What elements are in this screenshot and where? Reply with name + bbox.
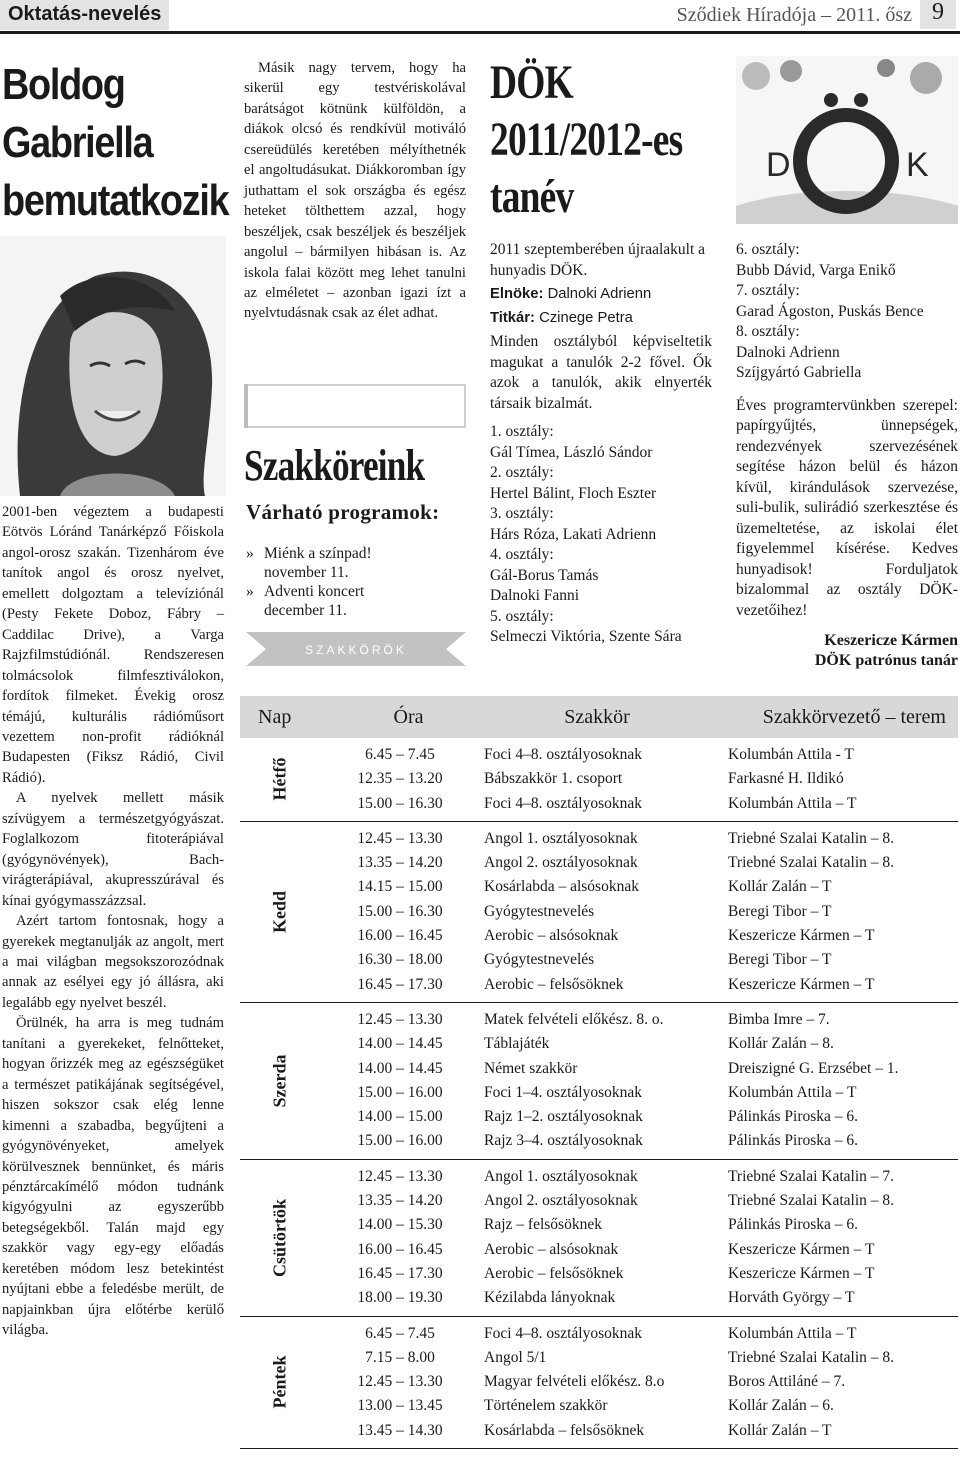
leader-cell: Pálinkás Piroska – 6. bbox=[728, 1108, 859, 1126]
leader-cell: Horváth György – T bbox=[728, 1289, 855, 1307]
leaders-column bbox=[728, 1165, 958, 1311]
day-label: Szerda bbox=[269, 1054, 290, 1108]
leader-cell: Triebné Szalai Katalin – 7. bbox=[728, 1167, 895, 1185]
table-body bbox=[240, 738, 958, 1449]
signature-role: DÖK patrónus tanár bbox=[814, 652, 958, 669]
time-cell: 14.00 – 15.00 bbox=[357, 1108, 443, 1126]
leader-cell: Boros Attiláné – 7. bbox=[728, 1373, 846, 1391]
time-cell: 14.00 – 15.30 bbox=[357, 1216, 443, 1234]
dok-title-line: 2011/2012-es bbox=[490, 113, 683, 166]
time-cell: 13.35 – 14.20 bbox=[357, 1192, 443, 1210]
leader-cell: Kolumbán Attila – T bbox=[728, 1083, 857, 1101]
class-grade: 1. osztály: bbox=[490, 423, 554, 440]
leader-cell: Dreiszigné G. Erzsébet – 1. bbox=[728, 1059, 899, 1077]
program-date: november 11. bbox=[264, 564, 349, 581]
clubs-column bbox=[480, 1322, 728, 1443]
table-header bbox=[240, 696, 958, 738]
leader-cell: Triebné Szalai Katalin – 8. bbox=[728, 854, 895, 872]
leader-cell: Beregi Tibor – T bbox=[728, 951, 832, 969]
clubs-column bbox=[480, 827, 728, 997]
portrait-illustration bbox=[0, 236, 226, 496]
club-cell: Angol 1. osztályosoknak bbox=[484, 829, 638, 847]
day-label: Hétfő bbox=[269, 757, 290, 801]
dok-title-line: DÖK bbox=[490, 56, 573, 109]
class-grade: 6. osztály: bbox=[736, 241, 800, 258]
header-club: Szakkör bbox=[564, 705, 630, 728]
club-cell: Matek felvételi előkész. 8. o. bbox=[484, 1010, 664, 1028]
dok-description: Minden osztályból képviseltetik magukat a tanulók 2-2 fővel. Ők azok a tanulók, akik elnyerték társaik bizalmát. bbox=[490, 333, 712, 412]
club-cell: Foci 4–8. osztályosoknak bbox=[484, 746, 642, 763]
class-grade: 4. osztály: bbox=[490, 546, 554, 563]
leader-cell: Triebné Szalai Katalin – 8. bbox=[728, 1192, 895, 1210]
class-names: Hárs Róza, Lakati Adrienn bbox=[490, 525, 657, 543]
header-time: Óra bbox=[393, 705, 424, 728]
article-continuation: Másik nagy tervem, hogy ha sikerül egy testvériskolával barátságot kötnünk külföldön, a diákok olcsó és rendkívül motiváló csereüdülés keretében mélyíthetnék el angoltudásukat. Diákkoromban így juthattam el sok országba és egész heteket tölthettem azzal, hogy beszéljek, csak beszéljek és beszéljek angolul – bármilyen hibásan is. Az iskola falai között meg lehet tanulni az elméletet – azonban igazi ízt a nyelvtudásnak csak az élet adhat. bbox=[244, 60, 466, 322]
club-cell: Angol 2. osztályosoknak bbox=[484, 854, 638, 872]
time-cell: 18.00 – 19.30 bbox=[357, 1289, 443, 1307]
time-cell: 14.00 – 14.45 bbox=[357, 1035, 443, 1053]
leaders-column bbox=[728, 827, 958, 997]
leader-cell: Kollár Zalán – 8. bbox=[728, 1035, 834, 1053]
dok-logo-graphic bbox=[736, 56, 958, 224]
leader-cell: Keszericze Kármen – T bbox=[728, 975, 875, 993]
article-paragraph: A nyelvek mellett másik szívügyem a természetgyógyászat. Foglalkozom fitoterápiával (gyógynövények), Bach-virágterápiával, akupresszúrával és kínai gyógymasszázzsal. bbox=[2, 790, 224, 909]
programs-heading: Várható programok: bbox=[246, 500, 440, 524]
leader-cell: Pálinkás Piroska – 6. bbox=[728, 1132, 859, 1150]
day-cell bbox=[240, 827, 320, 997]
leader-cell: Kolumbán Attila - T bbox=[728, 746, 854, 763]
leader-cell: Bimba Imre – 7. bbox=[728, 1010, 830, 1028]
club-cell: Bábszakkör 1. csoport bbox=[484, 770, 623, 788]
program-item bbox=[246, 582, 468, 620]
leader-cell: Kolumbán Attila – T bbox=[728, 1324, 857, 1342]
article-paragraph: Örülnék, ha arra is meg tudnám tanítani a gyerekeket, felnőtteket, hogyan őrizzék meg az egészségüket a természet patikájának segítségével, hiszen sokszor csak elég lenne kimenni a szabadba, begyűjteni a gyógynövényeket, amelyek körülvesznek bennünket, és máris pénztárcakímélő módon tudnánk kigyógyulni az egyszerűbb betegségekből. Talán majd egy szakkör vagy egy-egy előadás keretében módom lesz betekintést nyújtani ebbe a feledésbe merült, de napjainkban újra előtérbe kerülő világba. bbox=[2, 1015, 224, 1339]
time-cell: 12.45 – 13.30 bbox=[357, 1167, 443, 1185]
leader-cell: Kolumbán Attila – T bbox=[728, 794, 857, 812]
article-paragraph: Azért tartom fontosnak, hogy a gyerekek megtanulják az angolt, mert a mai világban megsokszorozódnak annak az esélyei egy jó állásra, aki legalább egy nyelvet beszél. bbox=[2, 913, 224, 1011]
time-cell: 6.45 – 7.45 bbox=[365, 1324, 435, 1342]
dok-info-continued bbox=[736, 240, 958, 671]
day-cell bbox=[240, 1165, 320, 1311]
time-cell: 14.00 – 14.45 bbox=[357, 1059, 443, 1077]
club-cell: Angol 5/1 bbox=[484, 1348, 547, 1366]
leader-cell: Pálinkás Piroska – 6. bbox=[728, 1216, 859, 1234]
time-cell: 12.35 – 13.20 bbox=[357, 770, 443, 788]
club-cell: Kosárlabda – felsősöknek bbox=[484, 1421, 645, 1439]
clubs-ribbon bbox=[246, 632, 466, 666]
day-group bbox=[240, 1317, 958, 1449]
time-cell: 16.00 – 16.45 bbox=[357, 1240, 443, 1258]
class-names: Dalnoki Adrienn bbox=[736, 343, 840, 361]
secretary-label: Titkár: bbox=[490, 309, 535, 326]
time-cell: 16.30 – 18.00 bbox=[357, 951, 443, 969]
day-group bbox=[240, 822, 958, 1003]
day-label: Péntek bbox=[269, 1355, 290, 1409]
club-cell: Magyar felvételi előkész. 8.o bbox=[484, 1373, 665, 1391]
president-name: Dalnoki Adrienn bbox=[547, 286, 652, 302]
class-names: Bubb Dávid, Varga Enikő bbox=[736, 261, 896, 279]
time-cell: 12.45 – 13.30 bbox=[357, 1010, 443, 1028]
class-names: Selmeczi Viktória, Szente Sára bbox=[490, 628, 682, 645]
clubs-column bbox=[480, 1165, 728, 1311]
club-cell: Foci 4–8. osztályosoknak bbox=[484, 1324, 642, 1342]
section-label: Oktatás-nevelés bbox=[0, 0, 169, 30]
class-rep-list bbox=[490, 422, 712, 648]
leader-cell: Kollár Zalán – T bbox=[728, 1421, 832, 1439]
article-title-line: Gabriella bbox=[2, 118, 153, 167]
page-number: 9 bbox=[920, 0, 956, 29]
day-cell bbox=[240, 1322, 320, 1443]
day-cell bbox=[240, 1008, 320, 1154]
club-cell: Történelem szakkör bbox=[484, 1397, 608, 1415]
club-cell: Kosárlabda – alsósoknak bbox=[484, 878, 639, 896]
logo-letter-d: D bbox=[766, 146, 791, 184]
leaders-column bbox=[728, 1322, 958, 1443]
time-cell: 16.45 – 17.30 bbox=[357, 975, 443, 993]
dok-secretary bbox=[490, 308, 712, 329]
time-cell: 16.45 – 17.30 bbox=[357, 1264, 443, 1282]
club-cell: Angol 2. osztályosoknak bbox=[484, 1192, 638, 1210]
club-cell: Táblajáték bbox=[484, 1035, 550, 1053]
time-cell: 15.00 – 16.00 bbox=[357, 1083, 443, 1101]
ribbon-graphic bbox=[246, 632, 466, 666]
day-cell bbox=[240, 743, 320, 816]
times-column bbox=[320, 1322, 480, 1443]
time-cell: 13.45 – 14.30 bbox=[357, 1421, 443, 1439]
program-name: Adventi koncert bbox=[264, 583, 365, 600]
class-names: Szíjgyártó Gabriella bbox=[736, 364, 862, 381]
time-cell: 13.00 – 13.45 bbox=[357, 1397, 443, 1415]
masthead: Sződiek Híradója – 2011. ősz bbox=[676, 4, 912, 26]
article-body bbox=[2, 502, 224, 1341]
portrait-photo bbox=[0, 236, 226, 496]
club-cell: Foci 1–4. osztályosoknak bbox=[484, 1083, 642, 1101]
article-title-line: Boldog bbox=[2, 60, 125, 109]
clubs-title: Szakköreink bbox=[244, 441, 425, 490]
class-names: Gál Tímea, László Sándor bbox=[490, 443, 653, 461]
signature bbox=[736, 631, 958, 671]
logo-letter-k: K bbox=[906, 146, 929, 184]
dok-logo bbox=[736, 56, 958, 224]
ribbon-label: SZAKKÖRÖK bbox=[305, 643, 407, 657]
clubs-column bbox=[480, 743, 728, 816]
time-cell: 6.45 – 7.45 bbox=[365, 746, 435, 763]
class-names: Hertel Bálint, Floch Eszter bbox=[490, 484, 657, 502]
program-list bbox=[246, 544, 468, 620]
secretary-name: Czinege Petra bbox=[539, 309, 633, 326]
times-column bbox=[320, 1165, 480, 1311]
class-rep-list bbox=[736, 240, 958, 384]
day-group bbox=[240, 1160, 958, 1317]
dok-program: Éves programtervünkben szerepel: papírgyűjtés, ünnepségek, rendezvények szervezésének segítése házon belül és házon kívül, kirándulások szervezése, suli-bulik, sulirádió szerkesztése és üzemeltetése, az iskolai élet figyelemmel kísérése. Kedves hunyadisok! Forduljatok bizalommal az osztály DÖK-vezetőihez! bbox=[736, 396, 958, 619]
class-names: Dalnoki Fanni bbox=[490, 587, 580, 604]
president-label: Elnöke: bbox=[490, 286, 544, 302]
time-cell: 15.00 – 16.30 bbox=[357, 902, 443, 920]
page-header bbox=[0, 0, 960, 34]
frame-graphic bbox=[244, 384, 466, 428]
class-grade: 8. osztály: bbox=[736, 323, 800, 340]
class-names: Garad Ágoston, Puskás Bence bbox=[736, 302, 924, 320]
dok-info bbox=[490, 240, 712, 648]
clubs-column bbox=[480, 1008, 728, 1154]
club-cell: Gyógytestnevelés bbox=[484, 951, 595, 969]
club-cell: Kézilabda lányoknak bbox=[484, 1289, 616, 1307]
times-column bbox=[320, 827, 480, 997]
times-column bbox=[320, 743, 480, 816]
decorative-frame bbox=[244, 384, 466, 428]
times-column bbox=[320, 1008, 480, 1154]
class-names: Gál-Borus Tamás bbox=[490, 566, 599, 584]
dok-title-line: tanév bbox=[490, 170, 574, 223]
time-cell: 12.45 – 13.30 bbox=[357, 1373, 443, 1391]
leader-cell: Kollár Zalán – T bbox=[728, 878, 832, 896]
class-grade: 3. osztály: bbox=[490, 505, 554, 522]
club-cell: Rajz 3–4. osztályosoknak bbox=[484, 1132, 643, 1150]
club-cell: Angol 1. osztályosoknak bbox=[484, 1167, 638, 1185]
leaders-column bbox=[728, 743, 958, 816]
time-cell: 12.45 – 13.30 bbox=[357, 829, 443, 847]
article-title-line: bemutatkozik bbox=[2, 176, 229, 225]
header-leader: Szakkörvezető – terem bbox=[762, 705, 946, 728]
time-cell: 15.00 – 16.00 bbox=[357, 1132, 443, 1150]
time-cell: 7.15 – 8.00 bbox=[365, 1348, 435, 1366]
club-schedule-table bbox=[240, 696, 958, 1449]
club-cell: Aerobic – alsósoknak bbox=[484, 927, 619, 945]
time-cell: 16.00 – 16.45 bbox=[357, 927, 443, 945]
club-cell: Aerobic – felsősöknek bbox=[484, 975, 624, 993]
dok-title bbox=[490, 54, 682, 225]
dok-intro: 2011 szeptemberében újraalakult a hunyadis DÖK. bbox=[490, 241, 706, 279]
club-cell: Rajz 1–2. osztályosoknak bbox=[484, 1108, 643, 1126]
class-grade: 2. osztály: bbox=[490, 464, 554, 481]
signature-name: Keszericze Kármen bbox=[824, 632, 958, 649]
leader-cell: Keszericze Kármen – T bbox=[728, 927, 875, 945]
club-cell: Aerobic – alsósoknak bbox=[484, 1240, 619, 1258]
day-label: Kedd bbox=[269, 890, 290, 933]
leader-cell: Beregi Tibor – T bbox=[728, 902, 832, 920]
time-cell: 15.00 – 16.30 bbox=[357, 794, 443, 812]
program-item bbox=[246, 544, 468, 582]
article-title bbox=[2, 56, 229, 230]
club-cell: Gyógytestnevelés bbox=[484, 902, 595, 920]
day-label: Csütörtök bbox=[269, 1198, 290, 1277]
program-name: Miénk a színpad! bbox=[264, 545, 372, 562]
club-cell: Német szakkör bbox=[484, 1059, 578, 1077]
dok-president bbox=[490, 284, 712, 305]
leader-cell: Keszericze Kármen – T bbox=[728, 1264, 875, 1282]
leader-cell: Triebné Szalai Katalin – 8. bbox=[728, 1348, 895, 1366]
class-grade: 5. osztály: bbox=[490, 607, 554, 625]
leader-cell: Keszericze Kármen – T bbox=[728, 1240, 875, 1258]
leader-cell: Kollár Zalán – 6. bbox=[728, 1397, 834, 1415]
day-group bbox=[240, 738, 958, 822]
club-cell: Rajz – felsősöknek bbox=[484, 1216, 602, 1234]
class-grade: 7. osztály: bbox=[736, 282, 800, 299]
leader-cell: Farkasné H. Ildikó bbox=[728, 770, 844, 788]
bullet-icon: » bbox=[246, 583, 254, 600]
article-paragraph: 2001-ben végeztem a budapesti Eötvös Lóránd Tanárképző Főiskola angol-orosz szakán. Tizenhárom éve tanítok angol és orosz nyelvet, emellett dolgoztam a televíziónál (Pesty Fekete Doboz, Fábry – Caddilac Drive), a Varga Rajzfilmstúdiónál. Rendszeresen tolmácsolok filmfesztiválokon, fordítok filmeket. Évekig orosz témájú, kulturális rádióműsort vezettem non-profit rádióknál Budapesten (Fiksz Rádió, Civil Rádió). bbox=[2, 504, 224, 786]
time-cell: 13.35 – 14.20 bbox=[357, 854, 443, 872]
club-cell: Aerobic – felsősöknek bbox=[484, 1264, 624, 1282]
program-date: december 11. bbox=[264, 602, 347, 619]
day-group bbox=[240, 1003, 958, 1160]
bullet-icon: » bbox=[246, 545, 254, 562]
leader-cell: Triebné Szalai Katalin – 8. bbox=[728, 829, 895, 847]
club-cell: Foci 4–8. osztályosoknak bbox=[484, 794, 642, 812]
leaders-column bbox=[728, 1008, 958, 1154]
time-cell: 14.15 – 15.00 bbox=[357, 878, 443, 896]
header-day: Nap bbox=[258, 705, 292, 728]
